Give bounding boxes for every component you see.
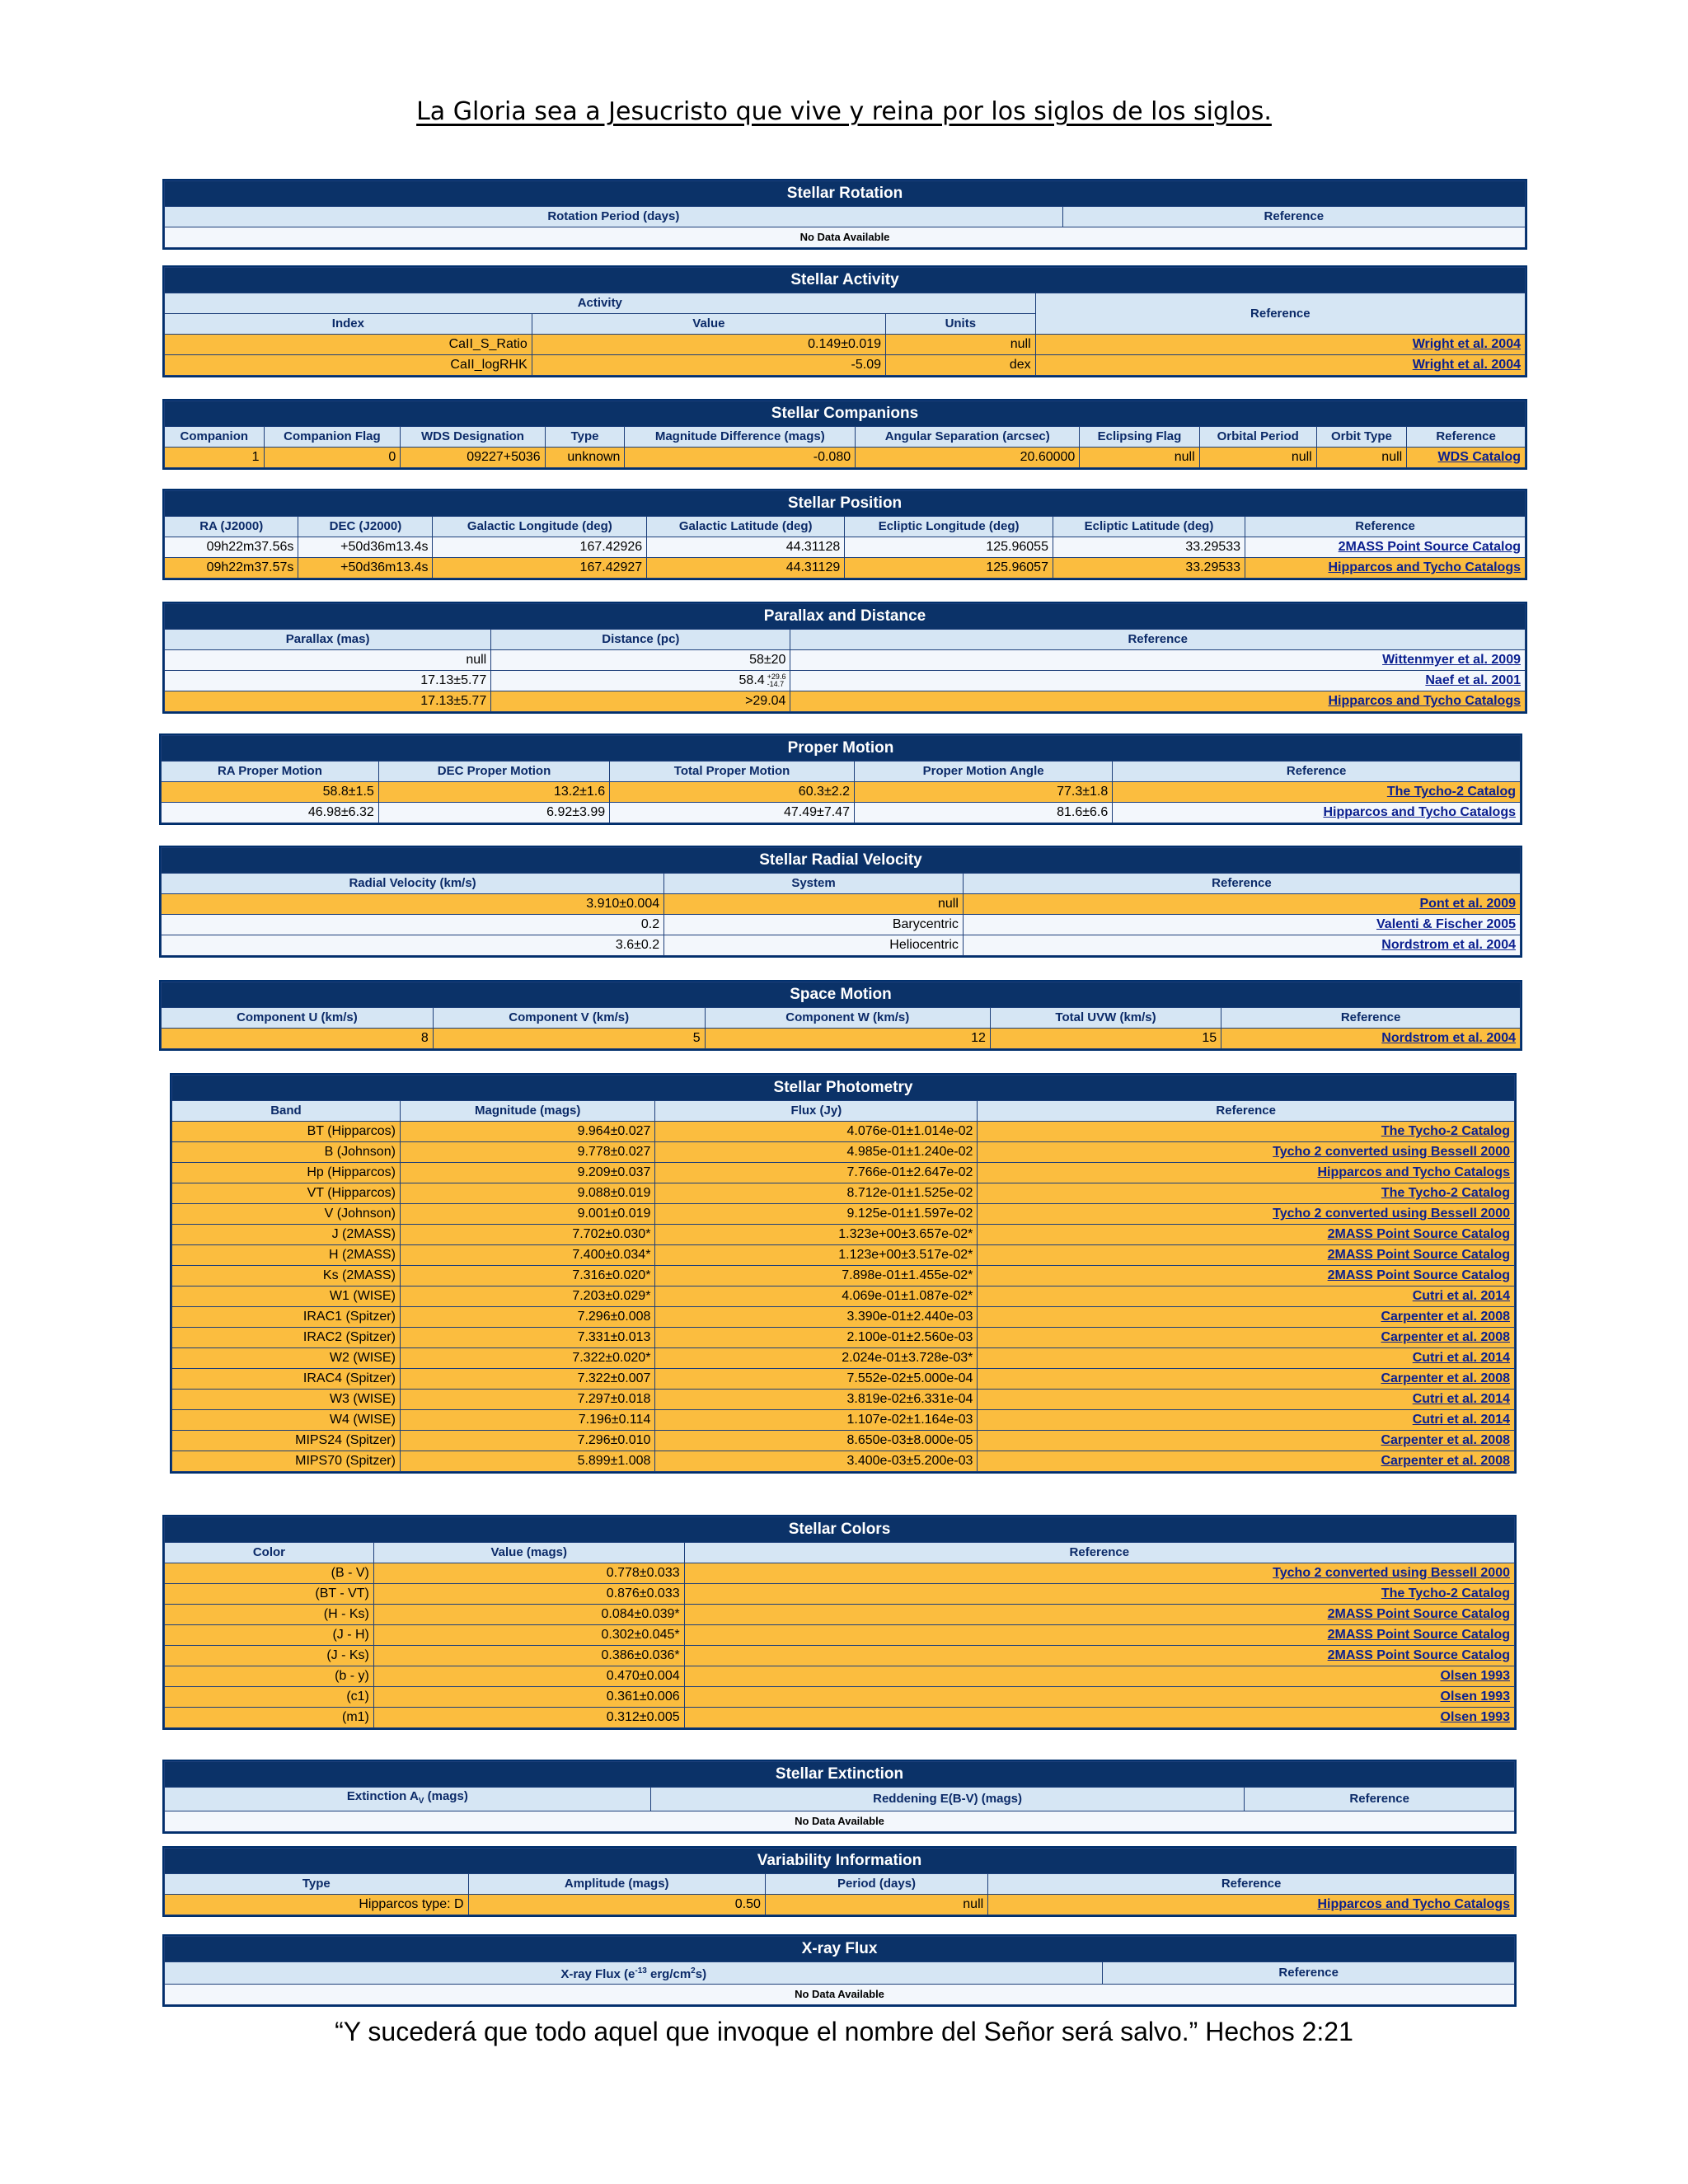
table-cell: 9.209±0.037 — [400, 1163, 655, 1183]
table-cell: 47.49±7.47 — [610, 803, 855, 823]
table-row — [162, 782, 1521, 803]
table-row — [165, 1625, 1515, 1646]
column-header: Orbit Type — [1316, 427, 1406, 448]
column-header: Reddening E(B-V) (mags) — [650, 1788, 1245, 1811]
column-header: Reference — [1062, 207, 1525, 227]
column-header: Parallax (mas) — [165, 630, 491, 650]
table-cell: 4.069e-01±1.087e-02* — [655, 1286, 978, 1307]
table-cell: null — [664, 894, 964, 915]
table-title: Stellar Companions — [165, 401, 1526, 427]
table-row — [172, 1122, 1515, 1142]
table-title: Proper Motion — [162, 736, 1521, 762]
table-cell: null — [165, 650, 491, 671]
table-cell: W2 (WISE) — [172, 1348, 401, 1369]
table-row — [172, 1286, 1515, 1307]
column-header: Companion Flag — [264, 427, 401, 448]
table-row — [165, 558, 1526, 579]
table-cell: 8.712e-01±1.525e-02 — [655, 1183, 978, 1204]
stellar-rotation-table — [162, 179, 1527, 250]
asymmetric-error — [767, 673, 786, 688]
reference-link[interactable]: Carpenter et al. 2008 — [1381, 1330, 1510, 1344]
table-row — [165, 1895, 1515, 1915]
table-cell: B (Johnson) — [172, 1142, 401, 1163]
table-cell: 4.076e-01±1.014e-02 — [655, 1122, 978, 1142]
table-row — [165, 335, 1526, 355]
reference-link[interactable]: Cutri et al. 2014 — [1412, 1392, 1510, 1406]
table-row — [162, 1029, 1521, 1049]
table-cell: 0.386±0.036* — [373, 1646, 684, 1666]
table-row — [172, 1245, 1515, 1266]
reference-link[interactable]: Olsen 1993 — [1440, 1669, 1510, 1683]
column-header: Reference — [1245, 1788, 1515, 1811]
table-cell: IRAC4 (Spitzer) — [172, 1369, 401, 1390]
table-cell: 3.819e-02±6.331e-04 — [655, 1390, 978, 1410]
page-header-text: La Gloria sea a Jesucristo que vive y reina por los siglos de los siglos. — [416, 97, 1272, 126]
column-header: Galactic Latitude (deg) — [647, 517, 845, 537]
column-header: Reference — [684, 1543, 1514, 1563]
table-cell: (B - V) — [165, 1563, 374, 1584]
column-header: DEC Proper Motion — [378, 762, 609, 782]
table-title: Space Motion — [162, 982, 1521, 1008]
column-header: Period (days) — [765, 1874, 987, 1895]
table-cell: 15 — [990, 1029, 1221, 1049]
reference-link[interactable]: 2MASS Point Source Catalog — [1327, 1268, 1510, 1282]
column-header: Magnitude (mags) — [400, 1101, 655, 1122]
table-cell: 167.42927 — [433, 558, 647, 579]
table-row — [165, 1584, 1515, 1605]
table-cell: +50d36m13.4s — [298, 537, 433, 558]
table-row — [162, 894, 1521, 915]
table-row — [165, 650, 1526, 671]
no-data-label: No Data Available — [165, 1985, 1515, 2005]
footer-quote: “Y sucederá que todo aquel que invoque el nombre del Señor será salvo.” Hechos 2:21 — [335, 2017, 1353, 2046]
radial-velocity-table — [159, 846, 1522, 958]
column-header: System — [664, 874, 964, 894]
table-cell: 81.6±6.6 — [854, 803, 1112, 823]
table-cell: dex — [886, 355, 1036, 376]
reference-link[interactable]: Tycho 2 converted using Bessell 2000 — [1273, 1145, 1510, 1159]
table-row — [165, 1563, 1515, 1584]
table-cell: 3.390e-01±2.440e-03 — [655, 1307, 978, 1328]
reference-link[interactable]: Hipparcos and Tycho Catalogs — [1317, 1165, 1510, 1179]
table-row — [172, 1451, 1515, 1472]
table-row — [162, 915, 1521, 935]
reference-link[interactable]: Hipparcos and Tycho Catalogs — [1323, 805, 1516, 819]
column-header: Amplitude (mags) — [468, 1874, 765, 1895]
table-cell: null — [1080, 448, 1199, 468]
table-cell: 5.899±1.008 — [400, 1451, 655, 1472]
table-cell: 0.50 — [468, 1895, 765, 1915]
reference-link[interactable]: Naef et al. 2001 — [1425, 673, 1521, 687]
reference-link[interactable]: The Tycho-2 Catalog — [1381, 1586, 1510, 1601]
column-header: Companion — [165, 427, 265, 448]
reference-link[interactable]: Hipparcos and Tycho Catalogs — [1328, 560, 1521, 574]
table-cell: +50d36m13.4s — [298, 558, 433, 579]
table-cell: BT (Hipparcos) — [172, 1122, 401, 1142]
table-cell: unknown — [545, 448, 625, 468]
table-cell: W1 (WISE) — [172, 1286, 401, 1307]
column-header: Component U (km/s) — [162, 1008, 434, 1029]
table-cell: (c1) — [165, 1687, 374, 1708]
reference-link[interactable]: Nordstrom et al. 2004 — [1381, 1031, 1516, 1045]
colors-rows — [165, 1563, 1515, 1728]
table-cell: 7.331±0.013 — [400, 1328, 655, 1348]
table-cell: 7.296±0.008 — [400, 1307, 655, 1328]
table-cell: 44.31128 — [647, 537, 845, 558]
table-cell: 6.92±3.99 — [378, 803, 609, 823]
table-cell: 7.203±0.029* — [400, 1286, 655, 1307]
reference-link[interactable]: Carpenter et al. 2008 — [1381, 1371, 1510, 1385]
table-cell: 09h22m37.57s — [165, 558, 298, 579]
table-cell: (J - Ks) — [165, 1646, 374, 1666]
column-header: Reference — [1113, 762, 1521, 782]
table-cell — [491, 671, 790, 691]
table-title: Stellar Position — [165, 491, 1526, 517]
no-data-label: No Data Available — [165, 1811, 1515, 1832]
table-cell: 167.42926 — [433, 537, 647, 558]
reference-link[interactable]: Carpenter et al. 2008 — [1381, 1433, 1510, 1447]
table-cell: null — [1199, 448, 1316, 468]
table-title: Stellar Colors — [165, 1517, 1515, 1543]
reference-link[interactable]: Wright et al. 2004 — [1412, 358, 1521, 372]
table-cell: 7.196±0.114 — [400, 1410, 655, 1431]
table-row — [172, 1431, 1515, 1451]
table-row — [165, 1687, 1515, 1708]
column-header: Reference — [790, 630, 1526, 650]
reference-link[interactable]: Hipparcos and Tycho Catalogs — [1317, 1897, 1510, 1911]
table-row — [165, 691, 1526, 712]
table-cell: IRAC2 (Spitzer) — [172, 1328, 401, 1348]
table-cell: VT (Hipparcos) — [172, 1183, 401, 1204]
column-header: X-ray Flux ($e^{-13}$ erg/$cm^2s$) — [165, 1962, 1103, 1985]
table-row — [165, 1646, 1515, 1666]
table-cell: 17.13±5.77 — [165, 691, 491, 712]
table-cell: 9.964±0.027 — [400, 1122, 655, 1142]
table-cell: Ks (2MASS) — [172, 1266, 401, 1286]
reference-link[interactable]: 2MASS Point Source Catalog — [1327, 1607, 1510, 1621]
table-cell: 58±20 — [491, 650, 790, 671]
table-title: X-ray Flux — [165, 1937, 1515, 1962]
table-cell: 9.125e-01±1.597e-02 — [655, 1204, 978, 1225]
column-header: Reference — [1103, 1962, 1515, 1985]
table-cell: Hipparcos type: D — [165, 1895, 469, 1915]
table-cell: 58.8±1.5 — [162, 782, 379, 803]
parallax-distance-table — [162, 602, 1527, 714]
column-header: Value (mags) — [373, 1543, 684, 1563]
no-data-label: No Data Available — [165, 227, 1526, 248]
table-cell: W4 (WISE) — [172, 1410, 401, 1431]
reference-link[interactable]: The Tycho-2 Catalog — [1386, 785, 1516, 799]
reference-link[interactable]: 2MASS Point Source Catalog — [1327, 1227, 1510, 1241]
column-header: Angular Separation (arcsec) — [856, 427, 1080, 448]
column-header: Eclipsing Flag — [1080, 427, 1199, 448]
table-row — [165, 355, 1526, 376]
column-header: Rotation Period (days) — [165, 207, 1063, 227]
column-header: Component W (km/s) — [705, 1008, 990, 1029]
table-cell: 1.107e-02±1.164e-03 — [655, 1410, 978, 1431]
table-title: Parallax and Distance — [165, 604, 1526, 630]
table-row — [165, 448, 1526, 468]
table-cell: J (2MASS) — [172, 1225, 401, 1245]
table-row — [172, 1390, 1515, 1410]
reference-link[interactable]: 2MASS Point Source Catalog — [1327, 1628, 1510, 1642]
reference-link[interactable]: 2MASS Point Source Catalog — [1327, 1648, 1510, 1662]
reference-link[interactable]: The Tycho-2 Catalog — [1381, 1186, 1510, 1200]
table-cell: 20.60000 — [856, 448, 1080, 468]
stellar-activity-table — [162, 265, 1527, 377]
table-cell: 77.3±1.8 — [854, 782, 1112, 803]
table-cell: 2.100e-01±2.560e-03 — [655, 1328, 978, 1348]
table-cell: 12 — [705, 1029, 990, 1049]
table-cell: 7.552e-02±5.000e-04 — [655, 1369, 978, 1390]
table-cell: 9.088±0.019 — [400, 1183, 655, 1204]
table-cell: 33.29533 — [1053, 537, 1245, 558]
reference-link[interactable]: Olsen 1993 — [1440, 1690, 1510, 1704]
table-title: Stellar Extinction — [165, 1762, 1515, 1788]
column-header: Ecliptic Latitude (deg) — [1053, 517, 1245, 537]
reference-link[interactable]: Pont et al. 2009 — [1419, 897, 1516, 911]
table-cell: Hp (Hipparcos) — [172, 1163, 401, 1183]
table-cell: 0.149±0.019 — [532, 335, 885, 355]
table-cell: 7.400±0.034* — [400, 1245, 655, 1266]
column-header: Radial Velocity (km/s) — [162, 874, 664, 894]
table-cell: (BT - VT) — [165, 1584, 374, 1605]
table-title: Stellar Photometry — [172, 1076, 1515, 1101]
table-title: Stellar Rotation — [165, 181, 1526, 207]
xray-flux-table — [162, 1934, 1517, 2007]
table-row — [165, 1605, 1515, 1625]
table-cell: CaII_S_Ratio — [165, 335, 532, 355]
table-cell: -5.09 — [532, 355, 885, 376]
table-cell: 7.898e-01±1.455e-02* — [655, 1266, 978, 1286]
reference-link[interactable]: The Tycho-2 Catalog — [1381, 1124, 1510, 1138]
table-cell: 0.778±0.033 — [373, 1563, 684, 1584]
column-header: Ecliptic Longitude (deg) — [845, 517, 1053, 537]
reference-link[interactable]: Olsen 1993 — [1440, 1710, 1510, 1724]
table-row — [172, 1369, 1515, 1390]
column-header: Total UVW (km/s) — [990, 1008, 1221, 1029]
table-cell: (m1) — [165, 1708, 374, 1728]
table-cell: 0.361±0.006 — [373, 1687, 684, 1708]
table-title: Stellar Activity — [165, 268, 1526, 293]
table-cell: 0.470±0.004 — [373, 1666, 684, 1687]
table-cell: 33.29533 — [1053, 558, 1245, 579]
table-cell: 0.084±0.039* — [373, 1605, 684, 1625]
column-header: Extinction $A_V$ (mags) — [165, 1788, 651, 1811]
column-header: Type — [545, 427, 625, 448]
column-header: RA (J2000) — [165, 517, 298, 537]
table-title: Stellar Radial Velocity — [162, 848, 1521, 874]
table-row — [172, 1204, 1515, 1225]
table-cell: -0.080 — [625, 448, 856, 468]
table-cell: 60.3±2.2 — [610, 782, 855, 803]
table-cell: 17.13±5.77 — [165, 671, 491, 691]
table-row — [165, 537, 1526, 558]
reference-link[interactable]: Wittenmyer et al. 2009 — [1382, 653, 1521, 667]
column-header: Index — [165, 314, 532, 335]
table-cell: 44.31129 — [647, 558, 845, 579]
reference-link[interactable]: Cutri et al. 2014 — [1412, 1413, 1510, 1427]
table-cell: (b - y) — [165, 1666, 374, 1687]
reference-link[interactable]: Carpenter et al. 2008 — [1381, 1454, 1510, 1468]
table-cell: MIPS70 (Spitzer) — [172, 1451, 401, 1472]
table-row — [172, 1163, 1515, 1183]
table-row — [172, 1183, 1515, 1204]
table-row — [165, 1666, 1515, 1687]
table-cell: 0.876±0.033 — [373, 1584, 684, 1605]
table-cell: 125.96055 — [845, 537, 1053, 558]
table-cell: 9.001±0.019 — [400, 1204, 655, 1225]
table-row — [165, 1708, 1515, 1728]
reference-link[interactable]: Tycho 2 converted using Bessell 2000 — [1273, 1566, 1510, 1580]
table-cell: 0.302±0.045* — [373, 1625, 684, 1646]
stellar-extinction-table — [162, 1760, 1517, 1834]
column-header: WDS Designation — [401, 427, 545, 448]
table-cell: 13.2±1.6 — [378, 782, 609, 803]
column-header: Reference — [978, 1101, 1515, 1122]
column-header: Flux (Jy) — [655, 1101, 978, 1122]
lower-error: -14.7 — [767, 679, 785, 688]
column-header: Type — [165, 1874, 469, 1895]
table-cell: 7.322±0.020* — [400, 1348, 655, 1369]
distance-value: 58.4 — [738, 673, 765, 687]
table-cell: null — [1316, 448, 1406, 468]
table-cell: H (2MASS) — [172, 1245, 401, 1266]
table-cell: MIPS24 (Spitzer) — [172, 1431, 401, 1451]
table-row — [172, 1142, 1515, 1163]
stellar-photometry-table — [170, 1073, 1517, 1474]
column-header: Reference — [1407, 427, 1526, 448]
reference-link[interactable]: 2MASS Point Source Catalog — [1338, 540, 1521, 554]
column-header: Proper Motion Angle — [854, 762, 1112, 782]
reference-link[interactable]: Hipparcos and Tycho Catalogs — [1328, 694, 1521, 708]
space-motion-table — [159, 980, 1522, 1051]
reference-link[interactable]: Tycho 2 converted using Bessell 2000 — [1273, 1207, 1510, 1221]
column-header: Reference — [1035, 293, 1525, 335]
table-cell: Barycentric — [664, 915, 964, 935]
column-header: Total Proper Motion — [610, 762, 855, 782]
table-row — [172, 1225, 1515, 1245]
column-header: Reference — [988, 1874, 1515, 1895]
stellar-companions-table — [162, 399, 1527, 470]
table-row — [172, 1328, 1515, 1348]
table-cell: >29.04 — [491, 691, 790, 712]
table-cell: 5 — [433, 1029, 705, 1049]
table-cell: 0.2 — [162, 915, 664, 935]
table-cell: 1.323e+00±3.657e-02* — [655, 1225, 978, 1245]
table-cell: null — [886, 335, 1036, 355]
table-row — [162, 935, 1521, 956]
table-cell: 2.024e-01±3.728e-03* — [655, 1348, 978, 1369]
column-header: Band — [172, 1101, 401, 1122]
table-cell: 3.910±0.004 — [162, 894, 664, 915]
table-title: Variability Information — [165, 1849, 1515, 1874]
column-header: Galactic Longitude (deg) — [433, 517, 647, 537]
column-header: Value — [532, 314, 885, 335]
table-cell: 7.297±0.018 — [400, 1390, 655, 1410]
table-cell: (J - H) — [165, 1625, 374, 1646]
column-header: Reference — [1245, 517, 1526, 537]
column-header: Units — [886, 314, 1036, 335]
table-cell: 1.123e+00±3.517e-02* — [655, 1245, 978, 1266]
table-row — [162, 803, 1521, 823]
table-cell: 7.296±0.010 — [400, 1431, 655, 1451]
table-cell: 0 — [264, 448, 401, 468]
column-header: Component V (km/s) — [433, 1008, 705, 1029]
table-row — [172, 1410, 1515, 1431]
table-cell: 09h22m37.56s — [165, 537, 298, 558]
table-cell: 7.702±0.030* — [400, 1225, 655, 1245]
table-cell: 09227+5036 — [401, 448, 545, 468]
reference-link[interactable]: WDS Catalog — [1437, 450, 1521, 464]
table-cell: 7.766e-01±2.647e-02 — [655, 1163, 978, 1183]
table-cell: 3.6±0.2 — [162, 935, 664, 956]
table-cell: 8.650e-03±8.000e-05 — [655, 1431, 978, 1451]
reference-link[interactable]: Carpenter et al. 2008 — [1381, 1310, 1510, 1324]
table-cell: 125.96057 — [845, 558, 1053, 579]
table-cell: 7.322±0.007 — [400, 1369, 655, 1390]
table-cell: (H - Ks) — [165, 1605, 374, 1625]
column-header: Color — [165, 1543, 374, 1563]
reference-link[interactable]: Cutri et al. 2014 — [1412, 1351, 1510, 1365]
column-header: Reference — [1221, 1008, 1521, 1029]
table-cell: 46.98±6.32 — [162, 803, 379, 823]
reference-link[interactable]: Nordstrom et al. 2004 — [1381, 938, 1516, 952]
column-header: RA Proper Motion — [162, 762, 379, 782]
reference-link[interactable]: 2MASS Point Source Catalog — [1327, 1248, 1510, 1262]
column-header: Distance (pc) — [491, 630, 790, 650]
table-cell: W3 (WISE) — [172, 1390, 401, 1410]
table-cell: 9.778±0.027 — [400, 1142, 655, 1163]
table-cell: CaII_logRHK — [165, 355, 532, 376]
variability-table — [162, 1846, 1517, 1917]
column-header: Magnitude Difference (mags) — [625, 427, 856, 448]
reference-link[interactable]: Wright et al. 2004 — [1412, 337, 1521, 351]
table-cell: null — [765, 1895, 987, 1915]
table-row — [172, 1307, 1515, 1328]
table-cell: IRAC1 (Spitzer) — [172, 1307, 401, 1328]
table-cell: 8 — [162, 1029, 434, 1049]
table-row — [172, 1266, 1515, 1286]
stellar-colors-table — [162, 1515, 1517, 1730]
table-row — [172, 1348, 1515, 1369]
table-cell: 7.316±0.020* — [400, 1266, 655, 1286]
table-row — [165, 671, 1526, 691]
table-cell: 3.400e-03±5.200e-03 — [655, 1451, 978, 1472]
stellar-position-table — [162, 489, 1527, 580]
photometry-rows — [172, 1122, 1515, 1472]
upper-error: +29.6 — [767, 672, 786, 681]
table-cell: 1 — [165, 448, 265, 468]
column-header: DEC (J2000) — [298, 517, 433, 537]
reference-link[interactable]: Valenti & Fischer 2005 — [1376, 917, 1516, 931]
column-header: Reference — [963, 874, 1520, 894]
reference-link[interactable]: Cutri et al. 2014 — [1412, 1289, 1510, 1303]
table-cell: 0.312±0.005 — [373, 1708, 684, 1728]
table-cell: 4.985e-01±1.240e-02 — [655, 1142, 978, 1163]
proper-motion-table — [159, 733, 1522, 825]
group-header: Activity — [165, 293, 1036, 314]
table-cell: Heliocentric — [664, 935, 964, 956]
table-cell: V (Johnson) — [172, 1204, 401, 1225]
column-header: Orbital Period — [1199, 427, 1316, 448]
